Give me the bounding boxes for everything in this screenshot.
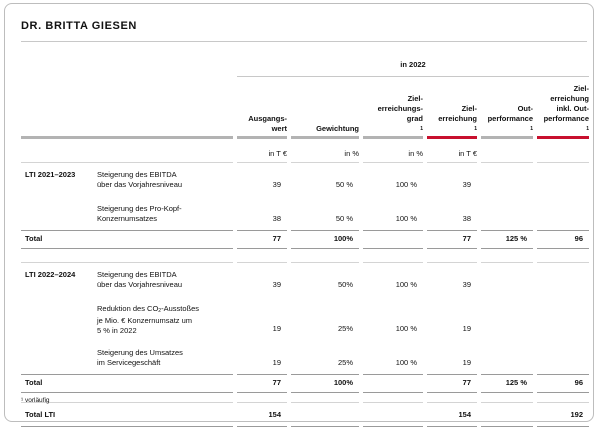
value-cell: 100%: [333, 378, 353, 387]
row-divider: [363, 402, 423, 403]
row-divider: [537, 162, 589, 163]
row-divider: [237, 230, 287, 231]
value-cell: 38: [272, 214, 281, 223]
row-divider: [291, 248, 359, 249]
row-divider: [427, 230, 477, 231]
value-cell: 100 %: [395, 324, 417, 333]
value-cell: 77: [462, 378, 471, 387]
header-bar: [21, 136, 233, 139]
value-cell: 96: [574, 378, 583, 387]
row-divider: [237, 162, 287, 163]
value-cell: 25%: [337, 358, 353, 367]
value-cell: 19: [462, 358, 471, 367]
row-divider: [363, 392, 423, 393]
value-cell: 19: [272, 358, 281, 367]
value-cell: 39: [272, 180, 281, 189]
value-cell: 50%: [337, 280, 353, 289]
row-divider: [537, 248, 589, 249]
row-description: Steigerung des Umsatzes im Servicegeschäft: [97, 348, 183, 367]
row-divider: [291, 262, 359, 263]
row-divider: [21, 402, 233, 403]
total-label: Total: [25, 378, 43, 387]
accent-bar: [427, 136, 477, 139]
column-header: Ziel- erreichung inkl. Out- performance 1: [543, 84, 589, 132]
accent-bar: [537, 136, 589, 139]
value-cell: 100 %: [395, 280, 417, 289]
value-cell: 25%: [337, 324, 353, 333]
row-divider: [21, 162, 233, 163]
value-cell: 77: [272, 378, 281, 387]
footnote: ¹ vorläufig: [21, 397, 50, 404]
row-divider: [537, 230, 589, 231]
row-divider: [291, 402, 359, 403]
value-cell: 39: [462, 180, 471, 189]
row-divider: [481, 248, 533, 249]
row-divider: [427, 262, 477, 263]
row-description: Reduktion des $CO_2$-Ausstoßes je Mio. € Konzernumsatz um 5 % in 2022: [97, 304, 200, 335]
row-divider: [537, 262, 589, 263]
row-divider: [237, 402, 287, 403]
row-divider: [427, 402, 477, 403]
column-unit: in %: [344, 149, 359, 158]
compensation-card: [4, 3, 594, 422]
column-unit: in T €: [268, 149, 287, 158]
column-unit: in T €: [458, 149, 477, 158]
header-bar: [481, 136, 533, 139]
title-divider: [21, 41, 587, 42]
row-divider: [363, 248, 423, 249]
row-divider: [537, 392, 589, 393]
row-divider: [21, 262, 233, 263]
value-cell: 77: [462, 234, 471, 243]
row-divider: [363, 162, 423, 163]
total-lti-label: Total LTI: [25, 410, 56, 419]
value-cell: 100 %: [395, 358, 417, 367]
section-label: LTI 2021–2023: [25, 170, 76, 179]
value-cell: 125 %: [505, 234, 527, 243]
row-divider: [363, 230, 423, 231]
header-bar: [291, 136, 359, 139]
row-divider: [481, 392, 533, 393]
row-description: Steigerung des Pro-Kopf- Konzernumsatzes: [97, 204, 182, 223]
row-divider: [21, 230, 233, 231]
value-cell: 39: [272, 280, 281, 289]
group-header-rule: [237, 76, 589, 77]
value-cell: 125 %: [505, 378, 527, 387]
column-header: Gewichtung: [316, 124, 359, 133]
column-header: Ziel- erreichungs- grad 1: [377, 94, 423, 132]
row-divider: [291, 162, 359, 163]
row-divider: [291, 374, 359, 375]
row-divider: [427, 248, 477, 249]
page-title: DR. BRITTA GIESEN: [21, 20, 137, 32]
value-cell: 154: [458, 410, 471, 419]
section-label: LTI 2022–2024: [25, 270, 76, 279]
value-cell: 154: [268, 410, 281, 419]
row-divider: [427, 392, 477, 393]
column-header: Out- performance 1: [487, 104, 533, 132]
value-cell: 77: [272, 234, 281, 243]
value-cell: 38: [462, 214, 471, 223]
row-divider: [363, 374, 423, 375]
value-cell: 19: [462, 324, 471, 333]
value-cell: 100%: [333, 234, 353, 243]
row-divider: [237, 392, 287, 393]
header-bar: [363, 136, 423, 139]
row-divider: [21, 392, 233, 393]
row-divider: [481, 230, 533, 231]
row-divider: [291, 392, 359, 393]
row-divider: [237, 248, 287, 249]
header-bar: [237, 136, 287, 139]
value-cell: 96: [574, 234, 583, 243]
row-divider: [363, 262, 423, 263]
value-cell: 39: [462, 280, 471, 289]
row-divider: [237, 374, 287, 375]
column-header: Ziel- erreichung 1: [438, 104, 477, 132]
row-divider: [427, 162, 477, 163]
column-header: Ausgangs- wert: [248, 114, 287, 133]
row-divider: [537, 402, 589, 403]
group-header: in 2022: [400, 60, 426, 69]
row-divider: [21, 248, 233, 249]
value-cell: 100 %: [395, 214, 417, 223]
total-label: Total: [25, 234, 43, 243]
row-description: Steigerung des EBITDA über das Vorjahresniveau: [97, 170, 183, 189]
row-divider: [481, 262, 533, 263]
value-cell: 100 %: [395, 180, 417, 189]
row-divider: [537, 374, 589, 375]
value-cell: 19: [272, 324, 281, 333]
row-divider: [481, 374, 533, 375]
row-divider: [427, 374, 477, 375]
row-divider: [291, 230, 359, 231]
row-description: Steigerung des EBITDA über das Vorjahresniveau: [97, 270, 183, 289]
value-cell: 192: [570, 410, 583, 419]
column-unit: in %: [408, 149, 423, 158]
row-divider: [481, 162, 533, 163]
value-cell: 50 %: [335, 214, 353, 223]
row-divider: [237, 262, 287, 263]
row-divider: [21, 374, 233, 375]
row-divider: [481, 402, 533, 403]
value-cell: 50 %: [335, 180, 353, 189]
